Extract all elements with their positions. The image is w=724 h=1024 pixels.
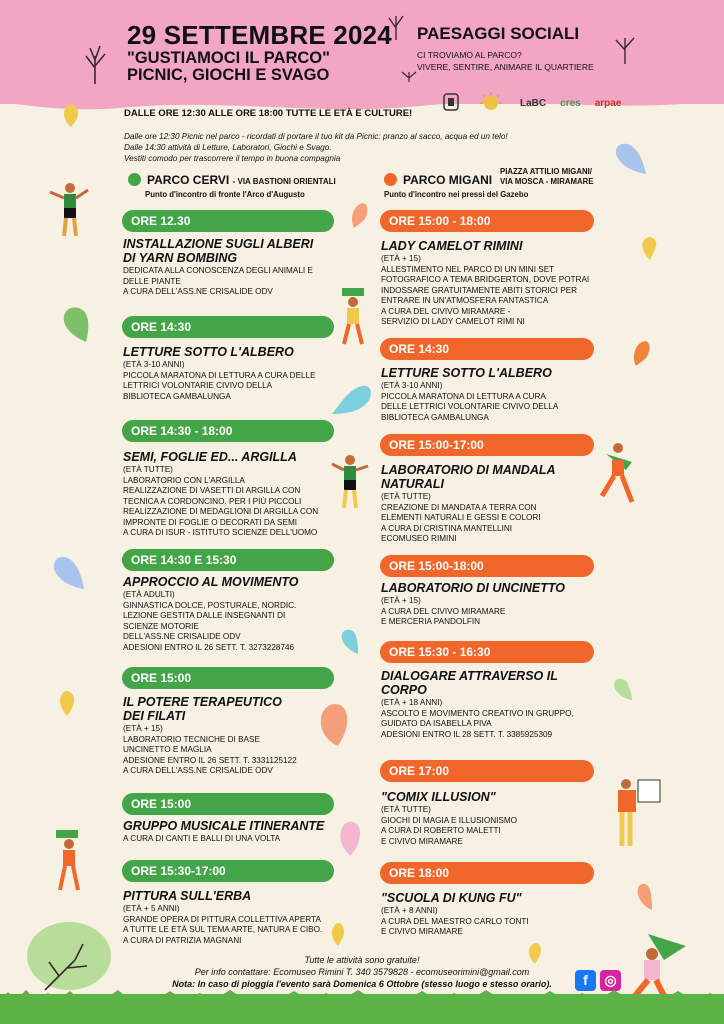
event-line: ENTRARE IN UN'ATMOSFERA FANTASTICA <box>381 296 549 305</box>
event-block <box>123 819 338 845</box>
event-block <box>381 790 601 847</box>
event-subtitle-line-2: PICNIC, GIOCHI E SVAGO <box>127 66 330 84</box>
event-title: LABORATORIO DI MANDALA NATURALI <box>381 463 556 491</box>
event-block <box>123 345 338 402</box>
footer-rain-note: Nota: In caso di pioggia l'evento sarà Domenica 6 Ottobre (stesso luogo e stesso orario). <box>172 979 552 989</box>
event-line: LABORATORIO CON L'ARGILLA <box>123 475 245 485</box>
event-title: INSTALLAZIONE SUGLI ALBERI DI YARN BOMBING <box>123 237 314 265</box>
time-pill: ORE 15:00 - 18:00 <box>380 210 594 232</box>
time-pill: ORE 14:30 E 15:30 <box>122 549 334 571</box>
event-line: GIOCHI DI MAGIA E ILLUSIONISMO <box>381 815 518 825</box>
event-line: DELLE PIANTE <box>123 276 181 286</box>
time-pill: ORE 15:00-18:00 <box>380 555 594 577</box>
event-block <box>123 450 363 539</box>
event-line: A TUTTE LE ETÀ SUL TEMA ARTE, NATURA E CIBO. <box>123 925 323 934</box>
event-line: UNCINETTO E MAGLIA <box>123 745 212 754</box>
person-illustration <box>608 776 662 848</box>
event-line: A CURA DELL'ASS.NE CRISALIDE ODV <box>123 766 273 775</box>
event-title: IL POTERE TERAPEUTICO DEI FILATI <box>123 695 282 723</box>
event-block <box>381 891 601 938</box>
drop-icon <box>330 922 346 946</box>
time-pill: ORE 14:30 <box>122 316 334 338</box>
event-line: DEDICATA ALLA CONOSCENZA DEGLI ANIMALI E <box>123 266 313 275</box>
event-line: E CIVIVO MIRAMARE <box>381 836 463 846</box>
park-migani-meeting: Punto d'incontro nei pressi del Gazebo <box>384 190 529 199</box>
time-pill: ORE 15:30 - 16:30 <box>380 641 594 663</box>
intro-text <box>124 131 508 164</box>
event-title: LETTURE SOTTO L'ALBERO <box>123 345 294 359</box>
coat-of-arms-icon <box>442 92 460 112</box>
opening-hours: DALLE ORE 12:30 ALLE ORE 18:00 TUTTE LE ETÀ E CULTURE! <box>124 108 413 119</box>
park-migani-location <box>500 167 593 187</box>
event-block <box>381 669 606 740</box>
event-line: (ETÀ + 15) <box>381 254 421 263</box>
intro-line: Dalle 14:30 attività di Letture, Laboratori, Giochi e Svago. <box>124 143 332 152</box>
tree-icon <box>78 44 112 84</box>
quartiere-logo <box>476 92 506 114</box>
event-line: (ETÀ + 15) <box>123 724 163 733</box>
tree-icon <box>610 30 640 64</box>
drop-icon <box>52 555 86 591</box>
event-line: (ETÀ + 15) <box>381 596 421 605</box>
event-block <box>381 239 601 328</box>
event-title: LADY CAMELOT RIMINI <box>381 239 523 253</box>
drop-icon <box>640 236 658 260</box>
event-line: ECOMUSEO RIMINI <box>381 534 457 543</box>
event-line: (ETÀ TUTTE) <box>381 805 431 814</box>
time-pill: ORE 14:30 - 18:00 <box>122 420 334 442</box>
event-title: LETTURE SOTTO L'ALBERO <box>381 366 552 380</box>
event-line: A CURA DEL CIVIVO MIRAMARE - <box>381 306 511 316</box>
sun-icon <box>476 92 506 112</box>
drop-icon <box>632 340 652 366</box>
time-pill: ORE 15:00 <box>122 667 334 689</box>
drop-icon <box>58 690 76 716</box>
park-name: PARCO CERVI <box>147 173 230 187</box>
cres-logo: cres <box>560 97 581 109</box>
tree-icon <box>385 10 407 40</box>
event-block <box>123 575 338 653</box>
footer-contact: Per info contattare: Ecomuseo Rimini T. 340 3579828 - ecomuseorimini@gmail.com <box>194 967 530 977</box>
drop-icon <box>636 882 654 910</box>
event-title: APPROCCIO AL MOVIMENTO <box>123 575 299 589</box>
event-date: 29 SETTEMBRE 2024 <box>127 20 392 50</box>
drop-icon <box>340 628 360 654</box>
drop-icon <box>332 384 372 416</box>
drop-icon <box>338 820 362 856</box>
intro-line: Vestiti comodo per trascorrere il tempo in buona compagnia <box>124 154 341 163</box>
event-line: BIBLIOTECA GAMBALUNGA <box>381 412 489 422</box>
event-block <box>123 695 338 777</box>
intro-line: Dalle ore 12:30 Picnic nel parco - ricordati di portare il tuo kit da Picnic: pranzo al sacco, acqua ed un telo! <box>124 132 508 141</box>
time-pill: ORE 12.30 <box>122 210 334 232</box>
person-illustration <box>44 180 94 242</box>
event-line: (ETÀ + 18 ANNI) <box>381 698 443 707</box>
time-pill: ORE 17:00 <box>380 760 594 782</box>
event-title: "COMIX ILLUSION" <box>381 790 496 804</box>
event-line: REALIZZAZIONE DI MEDAGLIONI DI ARGILLA CON <box>123 507 319 516</box>
drop-icon <box>62 103 80 127</box>
person-illustration <box>336 286 370 348</box>
event-line: (ETÀ TUTTE) <box>123 465 173 474</box>
time-pill: ORE 15:00-17:00 <box>380 434 594 456</box>
event-line: ALLESTIMENTO NEL PARCO DI UN MINI SET <box>381 264 555 274</box>
event-title: PITTURA SULL'ERBA <box>123 889 252 903</box>
event-line: SERVIZIO DI LADY CAMELOT RIMI NI <box>381 317 525 326</box>
drop-icon <box>350 202 368 228</box>
event-line: BIBLIOTECA GAMBALUNGA <box>123 391 231 401</box>
event-line: (ETÀ + 8 ANNI) <box>381 906 438 915</box>
footer-free-note: Tutte le attività sono gratuite! <box>304 955 420 965</box>
event-title: LABORATORIO DI UNCINETTO <box>381 581 566 595</box>
event-line: A CURA DELL'ASS.NE CRISALIDE ODV <box>123 287 273 296</box>
event-line: A CURA DI ISUR - ISTITUTO SCIENZE DELL'UOMO <box>123 528 318 537</box>
park-cervi-heading <box>128 173 336 187</box>
event-block <box>123 889 363 946</box>
event-line: TECNICA A CORDONCINO. PER I PIÙ PICCOLI <box>123 496 302 506</box>
event-line: ELEMENTI NATURALI E GESSI E COLORI <box>381 513 541 522</box>
event-title: "SCUOLA DI KUNG FU" <box>381 891 522 905</box>
event-line: GINNASTICA DOLCE, POSTURALE, NORDIC. <box>123 600 297 610</box>
time-pill: ORE 18:00 <box>380 862 594 884</box>
event-title: DIALOGARE ATTRAVERSO IL CORPO <box>381 669 558 697</box>
drop-icon <box>612 678 634 702</box>
event-line: LETTRICI VOLONTARIE CIVIVO DELLA <box>123 381 273 390</box>
event-subtitle-line-1: "GUSTIAMOCI IL PARCO" <box>127 49 330 67</box>
event-line: E CIVIVO MIRAMARE <box>381 927 463 936</box>
event-line: (ETÀ + 5 ANNI) <box>123 904 180 913</box>
event-line: PICCOLA MARATONA DI LETTURA A CURA DELLE <box>123 370 316 380</box>
event-line: FOTOGRAFICO A TEMA BRIDGERTON, DOVE POTRAI <box>381 275 590 284</box>
person-illustration <box>52 828 86 894</box>
event-line: ADESIONI ENTRO IL 26 SETT. T. 3273228746 <box>123 642 295 652</box>
event-line: A CURA DI CANTI E BALLI DI UNA VOLTA <box>123 834 281 843</box>
event-line: DELL'ASS.NE CRISALIDE ODV <box>123 632 241 641</box>
event-line: GRANDE OPERA DI PITTURA COLLETTIVA APERTA <box>123 914 321 924</box>
project-tagline <box>417 49 594 73</box>
event-line: ASCOLTO E MOVIMENTO CREATIVO IN GRUPPO, <box>381 708 574 718</box>
project-title-block <box>417 24 594 73</box>
event-line: DELLE LETTRICI VOLONTARIE CIVIVO DELLA <box>381 402 559 411</box>
event-line: A CURA DI CRISTINA MANTELLINI <box>381 523 513 533</box>
event-line: (ETÀ 3-10 ANNI) <box>381 381 443 390</box>
time-pill: ORE 14:30 <box>380 338 594 360</box>
event-line: A CURA DI ROBERTO MALETTI <box>381 826 501 835</box>
event-line: REALIZZAZIONE DI VASETTI DI ARGILLA CON <box>123 486 301 495</box>
event-line: LEZIONE GESTITA DALLE INSEGNANTI DI <box>123 611 286 620</box>
event-line: (ETÀ 3-10 ANNI) <box>123 360 185 369</box>
event-block <box>123 237 338 298</box>
project-tagline-line-1: CI TROVIAMO AL PARCO? <box>417 50 522 60</box>
park-name: PARCO MIGANI <box>403 173 493 187</box>
event-line: E MERCERIA PANDOLFIN <box>381 617 481 626</box>
park-location-line: VIA MOSCA - MIRAMARE <box>500 177 594 186</box>
park-cervi-meeting: Punto d'incontro di fronte l'Arco d'Augusto <box>145 190 305 199</box>
grass-edge <box>0 988 724 1000</box>
labc-logo: LaBC <box>520 97 547 109</box>
event-line: LABORATORIO TECNICHE DI BASE <box>123 734 260 744</box>
event-line: (ETÀ TUTTE) <box>381 492 431 501</box>
arpae-logo: arpae <box>594 97 622 109</box>
time-pill: ORE 15:30-17:00 <box>122 860 334 882</box>
partner-logos <box>440 92 621 114</box>
park-migani-heading <box>384 173 492 187</box>
drop-icon <box>62 306 90 342</box>
person-illustration <box>596 440 642 506</box>
event-line: IMPRONTE DI FOGLIE O DECORATI DA SEMI <box>123 517 298 527</box>
drop-icon <box>318 700 348 746</box>
event-title: SEMI, FOGLIE ED... ARGILLA <box>123 450 297 464</box>
event-title: GRUPPO MUSICALE ITINERANTE <box>123 819 325 833</box>
park-location: - VIA BASTIONI ORIENTALI <box>232 177 336 186</box>
event-line: GUIDATO DA ISABELLA PIVA <box>381 719 492 728</box>
event-line: SCIENZE MOTORIE <box>123 621 199 631</box>
event-line: INDOSSARE GRATUITAMENTE ABITI STORICI PER <box>381 285 578 295</box>
event-line: ADESIONI ENTRO IL 28 SETT. T. 3385925309 <box>381 729 553 739</box>
orange-dot-icon <box>384 173 397 186</box>
facebook-icon[interactable]: f <box>575 970 596 991</box>
project-title: PAESAGGI SOCIALI <box>417 24 580 43</box>
plant-icon <box>398 68 420 82</box>
event-line: A CURA DEL MAESTRO CARLO TONTI <box>381 916 529 926</box>
event-line: A CURA DEL CIVIVO MIRAMARE <box>381 606 506 616</box>
event-line: CREAZIONE DI MANDATA A TERRA CON <box>381 502 537 512</box>
event-line: ADESIONE ENTRO IL 26 SETT. T. 3331125122 <box>123 755 297 765</box>
event-block <box>381 366 601 423</box>
drop-icon <box>614 142 648 176</box>
comune-rimini-logo <box>440 92 462 114</box>
green-dot-icon <box>128 173 141 186</box>
event-block <box>381 581 601 628</box>
event-line: A CURA DI PATRIZIA MAGNANI <box>123 935 242 945</box>
event-block <box>381 463 596 545</box>
event-subtitle <box>127 50 330 84</box>
time-pill: ORE 15:00 <box>122 793 334 815</box>
event-line: PICCOLA MARATONA DI LETTURA A CURA <box>381 391 546 401</box>
event-line: (ETÀ ADULTI) <box>123 590 175 599</box>
project-tagline-line-2: VIVERE, SENTIRE, ANIMARE IL QUARTIERE <box>417 62 594 72</box>
park-location-line: PIAZZA ATTILIO MIGANI/ <box>500 167 592 176</box>
instagram-icon[interactable]: ◎ <box>600 970 621 991</box>
person-illustration <box>330 452 370 512</box>
